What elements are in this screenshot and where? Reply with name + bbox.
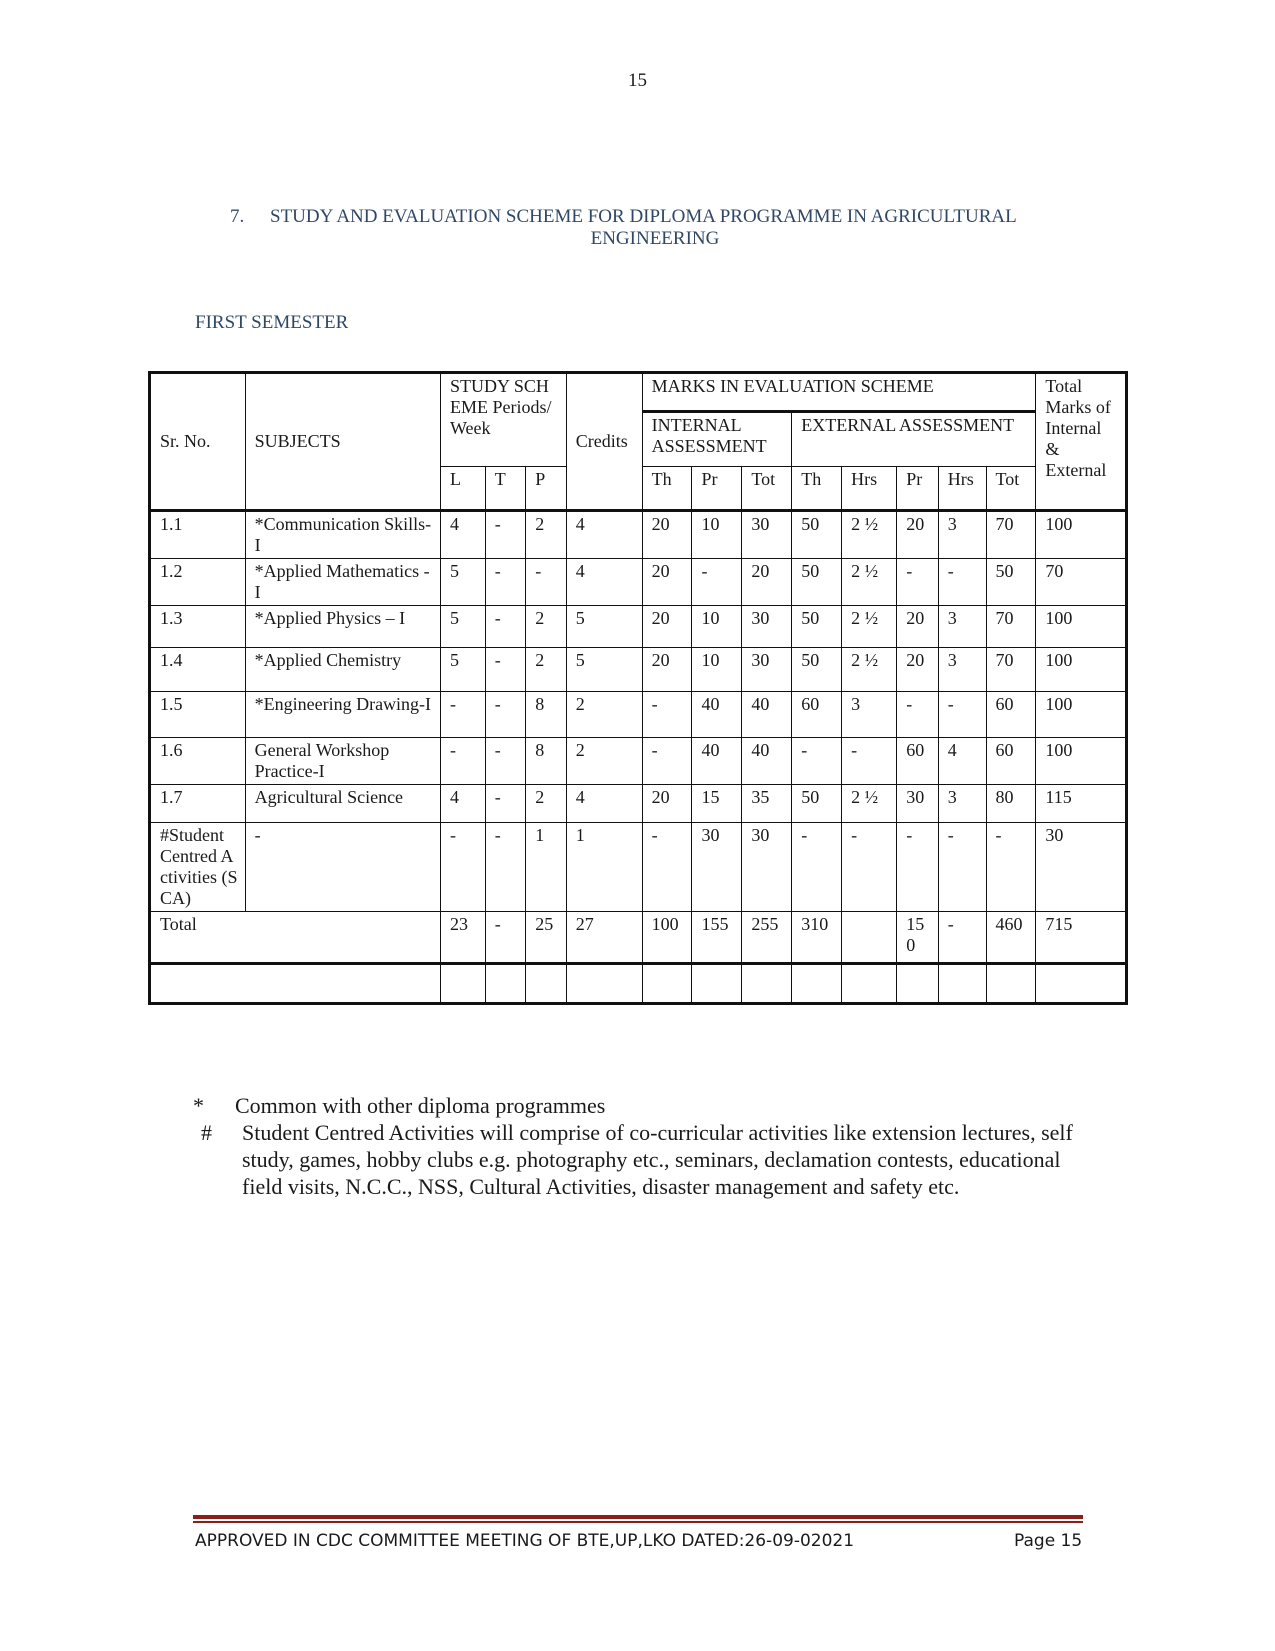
row-cell: 2 ½ xyxy=(842,511,897,559)
row-subject: *Applied Mathematics - I xyxy=(245,559,440,606)
subheader-internal-tot: Tot xyxy=(742,467,792,511)
heading-line-2: ENGINEERING xyxy=(590,228,720,249)
row-cell: 20 xyxy=(642,511,692,559)
row-cell: 4 xyxy=(441,511,486,559)
row-cell: - xyxy=(792,823,842,912)
row-cell: 30 xyxy=(742,648,792,692)
row-cell: 20 xyxy=(742,559,792,606)
row-cell: 2 xyxy=(526,648,567,692)
row-cell: 70 xyxy=(986,606,1036,648)
table-row xyxy=(150,785,1127,823)
total-cell: 25 xyxy=(526,912,567,964)
table-row xyxy=(150,648,1127,692)
row-cell: 3 xyxy=(842,692,897,738)
row-cell: 40 xyxy=(742,738,792,785)
total-cell: - xyxy=(938,912,986,964)
row-cell: - xyxy=(485,559,526,606)
row-cell: 60 xyxy=(986,692,1036,738)
row-cell: 30 xyxy=(742,823,792,912)
row-sr-no: 1.3 xyxy=(150,606,246,648)
total-cell: 155 xyxy=(692,912,742,964)
row-sr-no: 1.1 xyxy=(150,511,246,559)
empty-cell xyxy=(842,964,897,1004)
row-sr-no: 1.7 xyxy=(150,785,246,823)
empty-cell xyxy=(566,964,642,1004)
empty-cell xyxy=(938,964,986,1004)
row-cell: 50 xyxy=(792,511,842,559)
subheader-p: P xyxy=(526,467,567,511)
row-cell: 2 xyxy=(526,511,567,559)
table-row xyxy=(150,511,1127,559)
total-cell: 23 xyxy=(441,912,486,964)
row-cell: 3 xyxy=(938,785,986,823)
empty-cell xyxy=(441,964,486,1004)
empty-cell xyxy=(1036,964,1127,1004)
section-heading xyxy=(230,206,1080,250)
row-cell: 40 xyxy=(742,692,792,738)
footer-page-label: Page 15 xyxy=(1014,1531,1083,1551)
row-cell: 4 xyxy=(441,785,486,823)
row-cell: - xyxy=(526,559,567,606)
row-cell: 40 xyxy=(692,738,742,785)
row-cell: 4 xyxy=(566,511,642,559)
section-number: 7. xyxy=(230,206,245,227)
row-cell: 50 xyxy=(792,559,842,606)
row-cell: 10 xyxy=(692,648,742,692)
row-cell: 2 ½ xyxy=(842,648,897,692)
footnote-sca-text: Student Centred Activities will comprise of co-curricular activities like extension lectures, self study, games, hobby clubs e.g. photography etc., seminars, declamation contests, educational field visits, N.C.C., NSS, Cultural Activities, disaster management and safety etc. xyxy=(242,1120,1073,1199)
row-cell: 1 xyxy=(526,823,567,912)
row-cell: - xyxy=(938,559,986,606)
empty-cell xyxy=(742,964,792,1004)
total-cell: - xyxy=(485,912,526,964)
row-cell: 4 xyxy=(938,738,986,785)
row-cell: - xyxy=(485,648,526,692)
row-subject: *Applied Physics – I xyxy=(245,606,440,648)
row-cell: - xyxy=(986,823,1036,912)
row-cell: - xyxy=(485,738,526,785)
empty-cell xyxy=(526,964,567,1004)
header-credits: Credits xyxy=(566,373,642,511)
row-cell: - xyxy=(441,692,486,738)
row-cell: 20 xyxy=(642,606,692,648)
row-cell: 20 xyxy=(642,648,692,692)
row-subject: Agricultural Science xyxy=(245,785,440,823)
total-cell xyxy=(842,912,897,964)
row-cell: 100 xyxy=(1036,606,1127,648)
row-cell: 10 xyxy=(692,606,742,648)
row-cell: - xyxy=(485,823,526,912)
header-sr-no: Sr. No. xyxy=(150,373,246,511)
row-cell: 20 xyxy=(897,511,939,559)
row-cell: 15 xyxy=(692,785,742,823)
empty-cell xyxy=(485,964,526,1004)
row-cell: 2 xyxy=(526,785,567,823)
table-row xyxy=(150,823,1127,912)
row-cell: 4 xyxy=(566,785,642,823)
header-external-assessment: EXTERNAL ASSESSMENT xyxy=(792,412,1036,467)
row-subject: *Engineering Drawing-I xyxy=(245,692,440,738)
row-subject: General Workshop Practice-I xyxy=(245,738,440,785)
row-cell: - xyxy=(897,823,939,912)
row-cell: - xyxy=(897,559,939,606)
row-cell: - xyxy=(792,738,842,785)
footnote-sca xyxy=(201,1119,1093,1200)
row-cell: 50 xyxy=(792,785,842,823)
row-cell: 115 xyxy=(1036,785,1127,823)
total-cell: 255 xyxy=(742,912,792,964)
subheader-external-tot: Tot xyxy=(986,467,1036,511)
row-cell: 3 xyxy=(938,511,986,559)
row-cell: 8 xyxy=(526,738,567,785)
table-row xyxy=(150,606,1127,648)
subheader-external-hrs: Hrs xyxy=(842,467,897,511)
row-cell: 20 xyxy=(897,606,939,648)
total-cell: 715 xyxy=(1036,912,1127,964)
footnotes xyxy=(193,1092,1093,1200)
subheader-external-pr: Pr xyxy=(897,467,939,511)
evaluation-scheme-table xyxy=(148,371,1128,1005)
total-cell: 310 xyxy=(792,912,842,964)
footnote-common-text: Common with other diploma programmes xyxy=(235,1093,606,1118)
row-cell: 2 xyxy=(566,692,642,738)
row-cell: - xyxy=(642,692,692,738)
row-cell: 10 xyxy=(692,511,742,559)
row-cell: 30 xyxy=(1036,823,1127,912)
row-cell: 4 xyxy=(566,559,642,606)
row-cell: 100 xyxy=(1036,648,1127,692)
semester-title: FIRST SEMESTER xyxy=(195,312,349,333)
header-total-marks: Total Marks of Internal & External xyxy=(1036,373,1127,511)
row-cell: - xyxy=(938,823,986,912)
total-label: Total xyxy=(150,912,441,964)
row-sr-no: #Student Centred Activities (SCA) xyxy=(150,823,246,912)
row-cell: 40 xyxy=(692,692,742,738)
row-cell: 60 xyxy=(986,738,1036,785)
table-row xyxy=(150,738,1127,785)
empty-cell xyxy=(792,964,842,1004)
row-sr-no: 1.5 xyxy=(150,692,246,738)
row-cell: 2 ½ xyxy=(842,606,897,648)
row-cell: 5 xyxy=(566,648,642,692)
heading-line-1: STUDY AND EVALUATION SCHEME FOR DIPLOMA PROGRAMME IN AGRICULTURAL xyxy=(270,206,1017,227)
row-cell: 50 xyxy=(792,606,842,648)
row-cell: 2 xyxy=(566,738,642,785)
footer-rule xyxy=(193,1515,1083,1519)
subheader-internal-pr: Pr xyxy=(692,467,742,511)
row-cell: 8 xyxy=(526,692,567,738)
row-cell: - xyxy=(441,738,486,785)
row-cell: 60 xyxy=(897,738,939,785)
row-cell: 1 xyxy=(566,823,642,912)
row-cell: - xyxy=(485,606,526,648)
row-cell: - xyxy=(692,559,742,606)
row-cell: 100 xyxy=(1036,738,1127,785)
total-cell: 150 xyxy=(897,912,939,964)
row-cell: 5 xyxy=(441,648,486,692)
header-subjects: SUBJECTS xyxy=(245,373,440,511)
row-cell: 50 xyxy=(986,559,1036,606)
row-cell: 70 xyxy=(1036,559,1127,606)
row-cell: 3 xyxy=(938,606,986,648)
footer-rule xyxy=(193,1521,1083,1523)
row-subject: - xyxy=(245,823,440,912)
row-sr-no: 1.6 xyxy=(150,738,246,785)
page-number: 15 xyxy=(628,70,647,91)
row-cell: 70 xyxy=(986,511,1036,559)
total-cell: 27 xyxy=(566,912,642,964)
row-cell: - xyxy=(642,823,692,912)
row-cell: 70 xyxy=(986,648,1036,692)
row-cell: - xyxy=(485,785,526,823)
row-cell: 30 xyxy=(742,511,792,559)
row-cell: 50 xyxy=(792,648,842,692)
row-cell: - xyxy=(441,823,486,912)
total-cell: 100 xyxy=(642,912,692,964)
empty-cell xyxy=(642,964,692,1004)
row-cell: 30 xyxy=(742,606,792,648)
row-cell: 5 xyxy=(566,606,642,648)
row-subject: *Communication Skills-I xyxy=(245,511,440,559)
row-cell: - xyxy=(485,511,526,559)
row-cell: - xyxy=(842,823,897,912)
total-cell: 460 xyxy=(986,912,1036,964)
table-row xyxy=(150,692,1127,738)
row-cell: 80 xyxy=(986,785,1036,823)
subheader-internal-th: Th xyxy=(642,467,692,511)
empty-cell xyxy=(692,964,742,1004)
row-cell: 20 xyxy=(897,648,939,692)
hash-symbol: # xyxy=(201,1120,212,1145)
row-cell: 100 xyxy=(1036,511,1127,559)
row-cell: 30 xyxy=(897,785,939,823)
empty-row xyxy=(150,964,1127,1004)
row-sr-no: 1.2 xyxy=(150,559,246,606)
header-internal-assessment: INTERNAL ASSESSMENT xyxy=(642,412,792,467)
row-cell: 3 xyxy=(938,648,986,692)
row-cell: 5 xyxy=(441,606,486,648)
empty-cell xyxy=(150,964,441,1004)
row-cell: 2 ½ xyxy=(842,785,897,823)
row-cell: 35 xyxy=(742,785,792,823)
row-cell: - xyxy=(842,738,897,785)
row-cell: - xyxy=(485,692,526,738)
empty-cell xyxy=(986,964,1036,1004)
header-study-scheme: STUDY SCHEME Periods/Week xyxy=(441,373,567,467)
subheader-external-pr-hrs: Hrs xyxy=(938,467,986,511)
asterisk-symbol: * xyxy=(193,1093,204,1118)
subheader-l: L xyxy=(441,467,486,511)
subheader-t: T xyxy=(485,467,526,511)
row-sr-no: 1.4 xyxy=(150,648,246,692)
row-cell: - xyxy=(897,692,939,738)
row-cell: 30 xyxy=(692,823,742,912)
header-marks-evaluation: MARKS IN EVALUATION SCHEME xyxy=(642,373,1036,412)
footer-approval: APPROVED IN CDC COMMITTEE MEETING OF BTE,UP,LKO DATED:26-09-02021 xyxy=(195,1531,855,1551)
row-cell: - xyxy=(642,738,692,785)
row-cell: 60 xyxy=(792,692,842,738)
row-subject: *Applied Chemistry xyxy=(245,648,440,692)
table-row xyxy=(150,559,1127,606)
empty-cell xyxy=(897,964,939,1004)
row-cell: 20 xyxy=(642,559,692,606)
row-cell: 5 xyxy=(441,559,486,606)
row-cell: 2 ½ xyxy=(842,559,897,606)
subheader-external-th: Th xyxy=(792,467,842,511)
table-body xyxy=(150,511,1127,912)
row-cell: - xyxy=(938,692,986,738)
footnote-common xyxy=(193,1092,1093,1119)
row-cell: 20 xyxy=(642,785,692,823)
row-cell: 2 xyxy=(526,606,567,648)
total-row xyxy=(150,912,1127,964)
row-cell: 100 xyxy=(1036,692,1127,738)
